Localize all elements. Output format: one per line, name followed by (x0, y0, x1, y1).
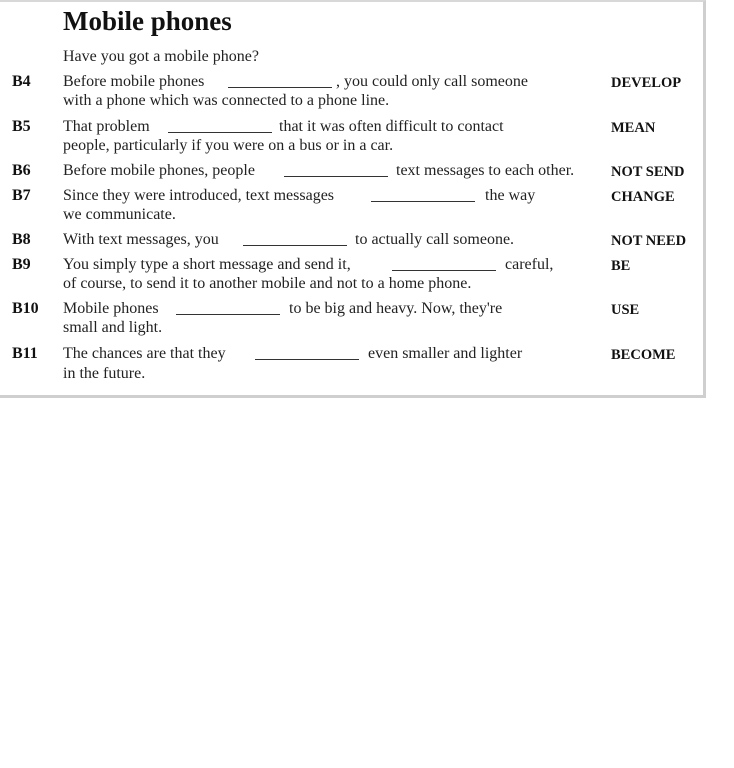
item-label: B11 (12, 345, 38, 362)
item-text-after: to actually call someone. (355, 231, 515, 248)
answer-blank[interactable] (255, 359, 359, 360)
item-text-continued: people, particularly if you were on a bus or in a car. (63, 137, 394, 154)
keyword: NOT NEED (611, 233, 687, 249)
item-label: B8 (12, 231, 31, 248)
item-text-before: With text messages, you (63, 231, 219, 248)
item-text-after: to be big and heavy. Now, they're (289, 300, 503, 317)
item-label: B6 (12, 162, 31, 179)
item-text-before: Since they were introduced, text messages (63, 187, 335, 204)
item-label: B4 (12, 73, 31, 90)
item-text-before: That problem (63, 118, 150, 135)
answer-blank[interactable] (392, 270, 496, 271)
keyword: NOT SEND (611, 164, 685, 180)
item-text-after: careful, (505, 256, 554, 273)
keyword: CHANGE (611, 189, 675, 205)
item-text-after: the way (485, 187, 536, 204)
intro-text: Have you got a mobile phone? (63, 48, 259, 65)
item-text-after: even smaller and lighter (368, 345, 523, 362)
item-text-continued: small and light. (63, 319, 163, 336)
answer-blank[interactable] (284, 176, 388, 177)
item-label: B9 (12, 256, 31, 273)
item-text-before: Before mobile phones (63, 73, 205, 90)
item-text-after: text messages to each other. (396, 162, 575, 179)
keyword: BE (611, 258, 631, 274)
item-label: B7 (12, 187, 31, 204)
item-text-continued: of course, to send it to another mobile and not to a home phone. (63, 275, 472, 292)
answer-blank[interactable] (243, 245, 347, 246)
keyword: DEVELOP (611, 75, 682, 91)
item-text-continued: we communicate. (63, 206, 176, 223)
item-text-before: Before mobile phones, people (63, 162, 255, 179)
keyword: BECOME (611, 347, 676, 363)
answer-blank[interactable] (228, 87, 332, 88)
answer-blank[interactable] (371, 201, 475, 202)
item-text-after: , you could only call someone (336, 73, 528, 90)
item-text-before: Mobile phones (63, 300, 159, 317)
answer-blank[interactable] (176, 314, 280, 315)
item-label: B5 (12, 118, 31, 135)
item-label: B10 (12, 300, 39, 317)
keyword: USE (611, 302, 640, 318)
item-text-before: The chances are that they (63, 345, 226, 362)
page-title: Mobile phones (63, 6, 232, 36)
item-text-continued: with a phone which was connected to a phone line. (63, 92, 390, 109)
item-text-after: that it was often difficult to contact (279, 118, 504, 135)
answer-blank[interactable] (168, 132, 272, 133)
item-text-continued: in the future. (63, 365, 146, 382)
keyword: MEAN (611, 120, 656, 136)
item-text-before: You simply type a short message and send it, (63, 256, 351, 273)
